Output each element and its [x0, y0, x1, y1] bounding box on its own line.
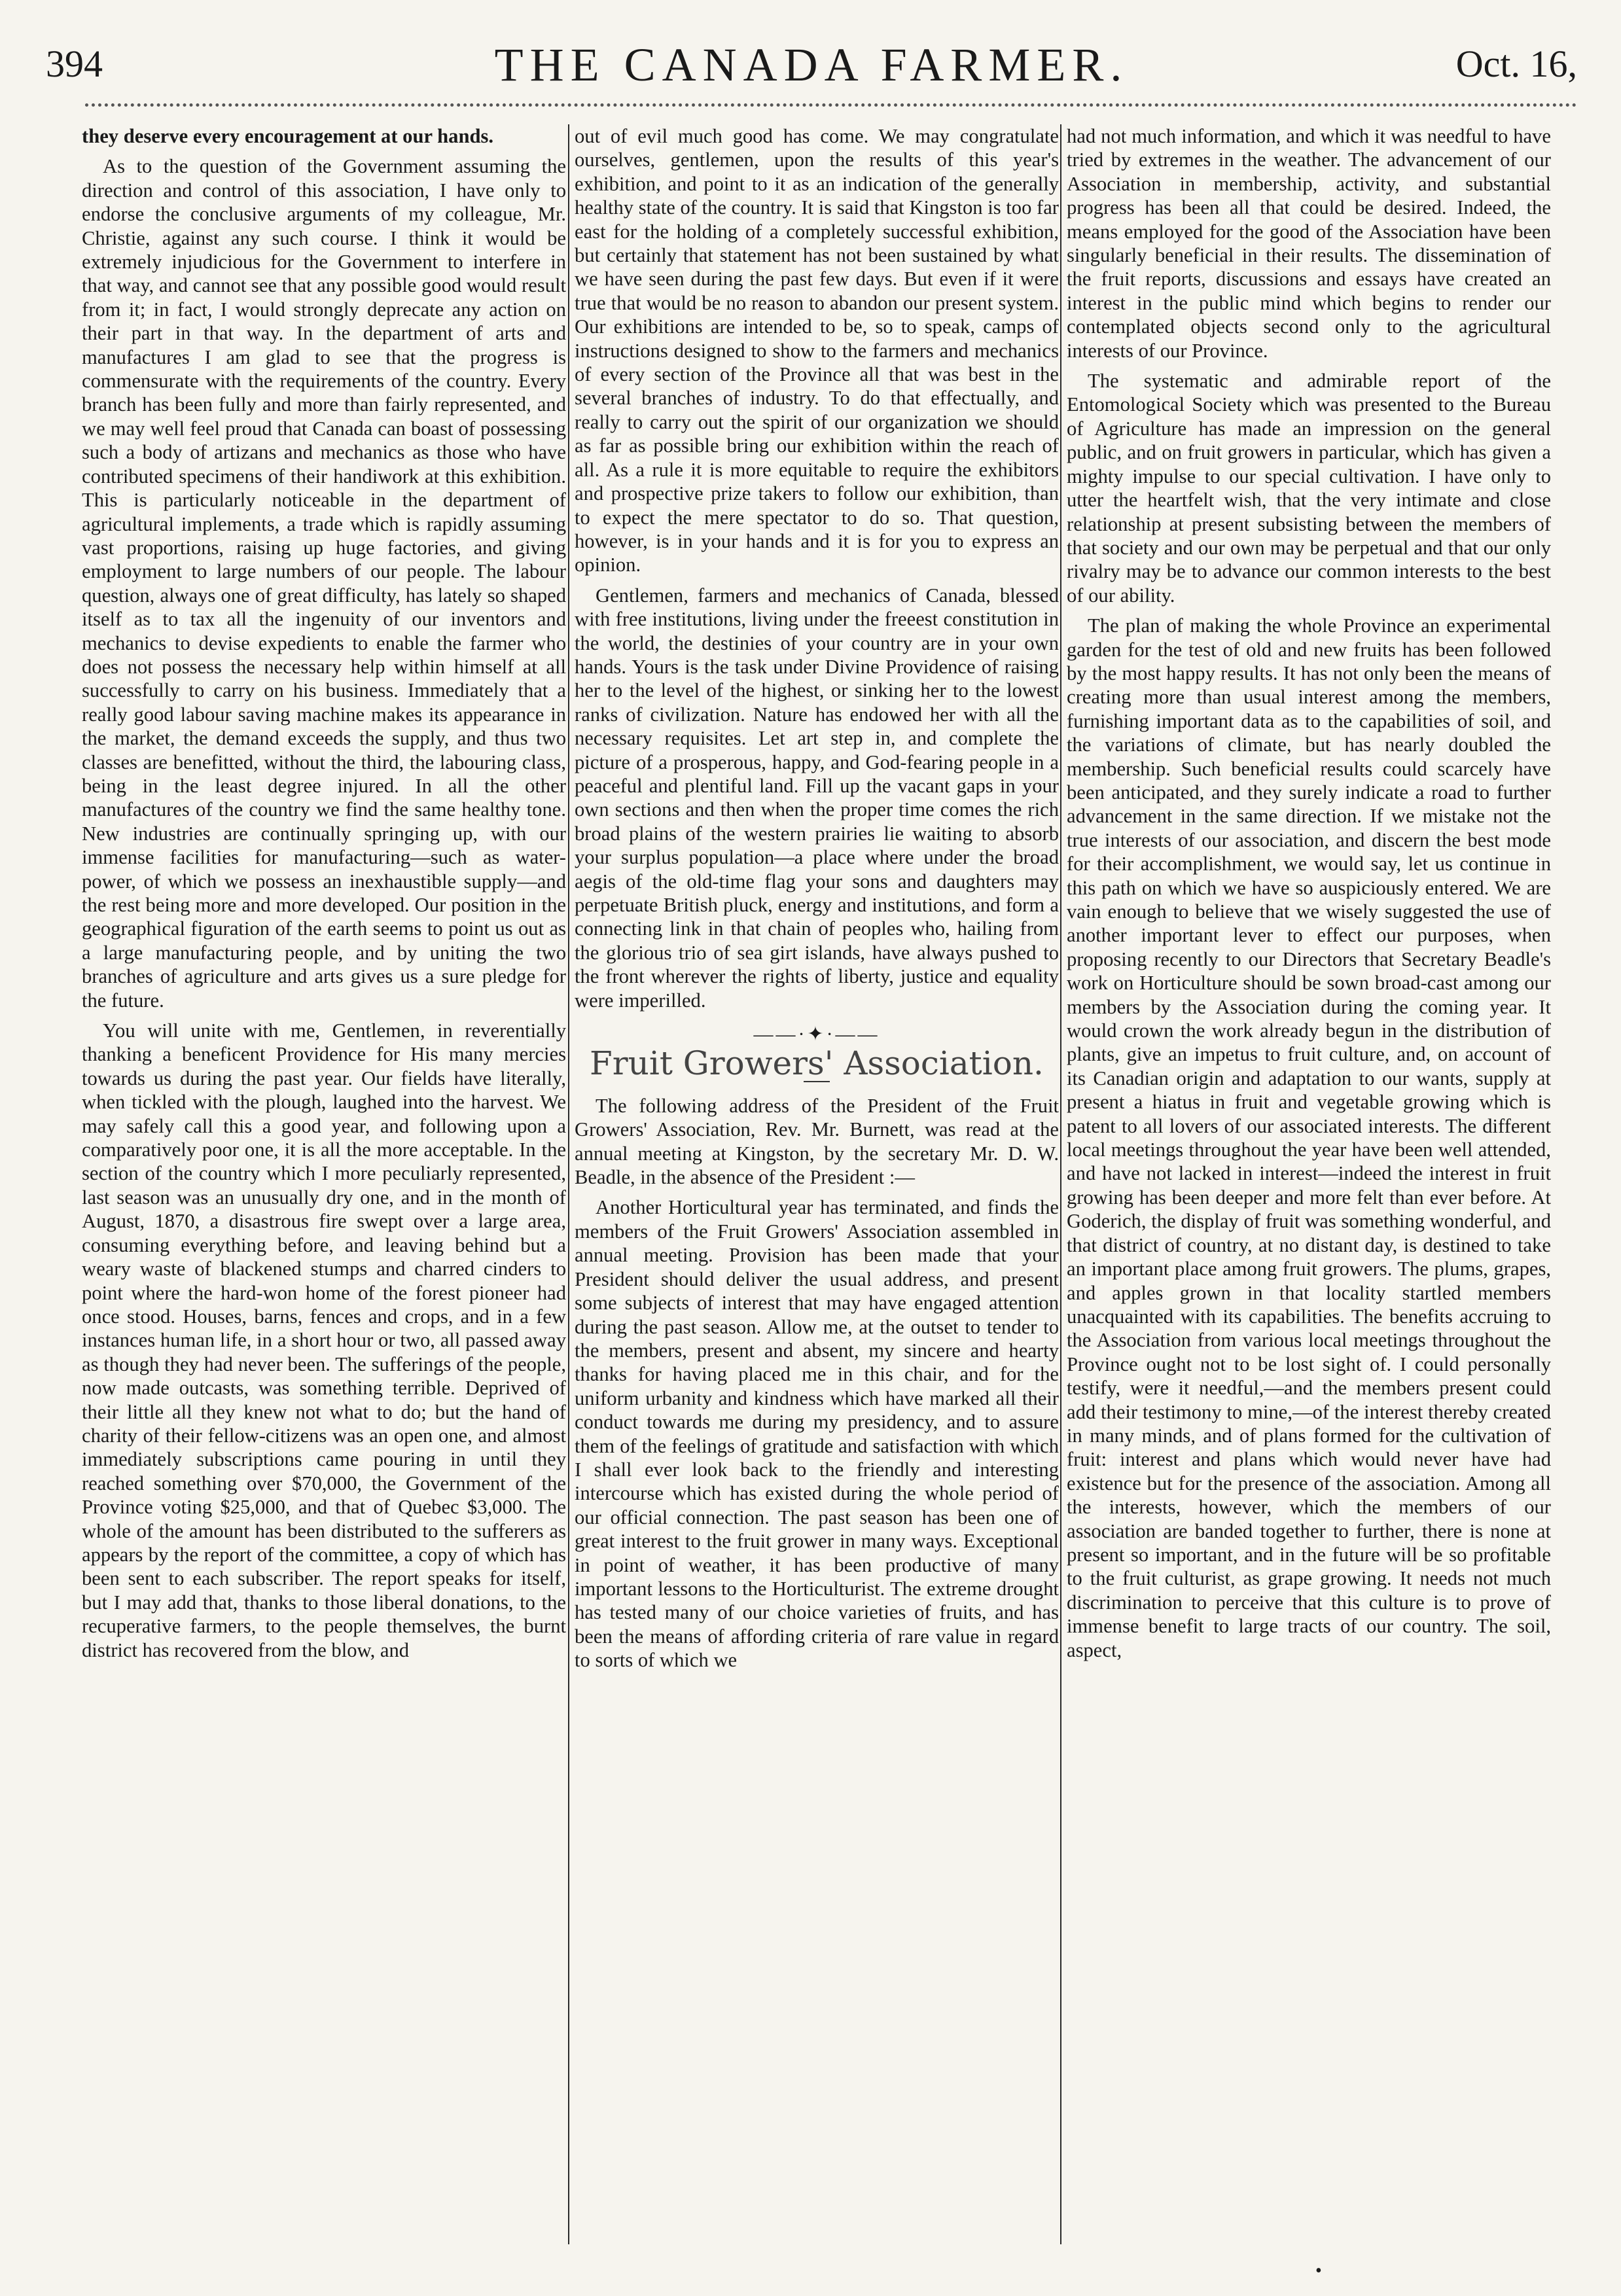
footer-mark: • — [1315, 2261, 1322, 2281]
paragraph: You will unite with me, Gentlemen, in reverentially thanking a beneficent Providence for His many mercies towards us during the past year. Our fields have literally, when tickled with the plough, laughed into the harvest. We may safely call this a good year, and following upon a comparatively poor one, it is all the more acceptable. In the section of the country which I more peculiarly represented, last season was an unusually dry one, and in the month of August, 1870, a disastrous fire swept over a large area, consuming everything before, and leaving behind but a weary waste of blackened stumps and charred cinders to point where the hard-won home of the forest pioneer had once stood. Houses, barns, fences and crops, and in a few instances human life, in a short hour or two, all passed away as though they had never been. The sufferings of the people, now made outcasts, was something terrible. Deprived of their little all they knew not what to do; but the hand of charity of their fellow-citizens was an open one, and almost immediately subscriptions came pouring in until they reached something over $70,000, the Government of the Province voting $25,000, and that of Quebec $3,000. The whole of the amount has been distributed to the sufferers as appears by the report of the committee, a copy of which has been sent to each subscriber. The report speaks for itself, but I may add that, thanks to those liberal donations, to the recuperative farmers, to the people themselves, the burnt district has recovered from the blow, and — [82, 1019, 566, 1661]
page-header — [46, 38, 1577, 97]
header-rule — [85, 103, 1577, 107]
paragraph: The systematic and admirable report of the Entomological Society which was presented to the Bureau of Agriculture has made an impression on the general public, and on fruit growers in particular, which has given a mighty impulse to our special cultivation. I have only to utter the heartfelt wish, that the very intimate and close relationship at present subsisting between the members of that society and our own may be perpetual and that our only rivalry may be to advance our common interests to the best of our ability. — [1067, 370, 1551, 607]
paragraph: The following address of the President of the Fruit Growers' Association, Rev. Mr. Burnett, was read at the annual meeting at Kingston, by the secretary Mr. D. W. Beadle, in the absence of the President :— — [575, 1094, 1059, 1189]
paragraph: The plan of making the whole Province an experimental garden for the test of old and new fruits has been followed by the most happy results. It has not only been the means of creating more than usual interest among the members, furnishing important data as to the capabilities of soil, and the variations of climate, but has nearly doubled the membership. Such beneficial results could scarcely have been anticipated, and they surely indicate a road to further advancement in the same direction. If we mistake not the true interests of our association, and discern the best mode for their accomplishment, we would say, let us continue in this path on which we have so auspiciously entered. We are vain enough to believe that we wisely suggested the use of another important lever to effect our purposes, when proposing recently to our Directors that Secretary Beadle's work on Horticulture should be sown broad-cast among our members by the Association during the coming year. It would crown the work already begun in the distribution of plants, give an impetus to fruit culture, and, on account of its Canadian origin and adaptation to our wants, supply at present a hiatus in fruit and vegetable growing which is patent to all lovers of our associated interests. The different local meetings throughout the year have been well attended, and have not lacked in interest—indeed the interest in fruit growing has been deeper and more felt than ever before. At Goderich, the display of fruit was something wonderful, and that district of country, at no distant day, is destined to take an important place among fruit growers. The plums, grapes, and apples grown in that locality startled members unacquainted with its capabilities. The benefits accruing to the Association from various local meetings throughout the Province ought not to be lost sight of. I could personally testify, were it needful,—and the members present could add their testimony to mine,—of the interest thereby created in many minds, and of plans formed for the cultivation of fruit: interest and plans which would never have had existence but for the presence of the association. Among all the interests, however, which the members of our association are banded together to further, there is none at present so important, and in the future will be so profitable to the fruit culturist, as grape growing. It needs not much discrimination to perceive that this culture is to prove of immense benefit to large tracts of our country. The soil, aspect, — [1067, 614, 1551, 1661]
masthead-title: THE CANADA FARMER. — [494, 39, 1129, 91]
paragraph: Gentlemen, farmers and mechanics of Canada, blessed with free institutions, living under the freeest constitution in the world, the destinies of your country are in your own hands. Yours is the task under Divine Providence of raising her to the level of the highest, or sinking her to the lowest ranks of civilization. Nature has endowed her with all the necessary requisites. Let art step in, and complete the picture of a prosperous, happy, and God-fearing people in a peaceful and plentiful land. Fill up the vacant gaps in your own sections and then when the proper time comes the rich broad plains of the western prairies lie waiting to absorb your surplus population—a place where under the broad aegis of the old-time flag your sons and daughters may perpetuate British pluck, energy and institutions, and form a connecting link in that chain of peoples who, hailing from the glorious trio of sea girt islands, have always pushed to the front wherever the rights of liberty, justice and equality were imperilled. — [575, 584, 1059, 1012]
column-1 — [82, 124, 566, 2244]
paragraph: they deserve every encouragement at our hands. — [82, 125, 494, 147]
page-number: 394 — [46, 43, 103, 85]
column-divider — [568, 124, 569, 2244]
section-heading: Fruit Growers' Association. — [590, 1044, 1044, 1083]
column-2 — [575, 124, 1059, 2244]
paragraph: out of evil much good has come. We may congratulate ourselves, gentlemen, upon the results of this year's exhibition, and point to it as an indication of the generally healthy state of the country. It is said that Kingston is too far east for the holding of a completely successful exhibition, but certainly that statement has not been sustained by what we have seen during the past few days. But even if it were true that would be no reason to abandon our present system. Our exhibitions are intended to be, so to speak, camps of instructions designed to show to the farmers and mechanics of every section of the Province all that was best in the several branches of industry. To do that effectually, and really to carry out the spirit of our organization we should as far as possible bring our exhibition within the reach of all. As a rule it is more equitable to require the exhibitors and prospective prize takers to follow our exhibition, than to expect the mere spectator to do so. That question, however, is in your hands and it is for you to express an opinion. — [575, 125, 1059, 576]
paragraph: As to the question of the Government assuming the direction and control of this association, I have only to endorse the conclusive arguments of my colleague, Mr. Christie, against any such course. I think it would be extremely injudicious for the Government to interfere in that way, and cannot see that any possible good would result from it; in fact, I would strongly deprecate any action on their part in that way. In the department of arts and manufactures I am glad to see that the progress is commensurate with the requirements of the country. Every branch has been fully and more than fairly represented, and we may well feel proud that Canada can boast of possessing such a body of artizans and mechanics as those who have contributed specimens of their handiwork at this exhibition. This is particularly noticeable in the department of agricultural implements, a trade which is rapidly assuming vast proportions, raising up huge factories, and giving employment to large numbers of our people. The labour question, always one of great difficulty, has lately so shaped itself as to tax all the ingenuity of our inventors and mechanics to devise expedients to enable the farmer who does not possess the necessary help within himself at all successfully to carry on his business. Immediately that a really good labour saving machine makes its appearance in the market, the demand exceeds the supply, and thus two classes are benefitted, without the third, the labouring class, being in the least degree injured. In all the other manufactures of the country we find the same healthy tone. New industries are continually springing up, with our immense facilities for manufacturing—such as water-power, of which we possess an inexhaustible supply—and the rest being more and more developed. Our position in the geographical figuration of the earth seems to point us out as a large manufacturing people, and by uniting the two branches of agriculture and arts gives us a sure pledge for the future. — [82, 155, 566, 1012]
paragraph: had not much information, and which it was needful to have tried by extremes in the weather. The advancement of our Association in membership, activity, and substantial progress has been all that could be desired. Indeed, the means employed for the good of the Association have been singularly beneficial in their results. The dissemination of the fruit reports, discussions and essays have created an interest in the public mind which begins to render our contemplated objects second only to the agricultural interests of our Province. — [1067, 125, 1551, 362]
section-ornament: ——·✦·—— — [753, 1023, 880, 1046]
paragraph: Another Horticultural year has terminated, and finds the members of the Fruit Growers' Association assembled in annual meeting. Provision has been made that your President should deliver the usual address, and present some subjects of interest that may have engaged attention during the past season. Allow me, at the outset to tender to the members, present and absent, my sincere and hearty thanks for having placed me in this chair, and for the uniform urbanity and kindness which have marked all their conduct towards me during my presidency, and to assure them of the feelings of gratitude and satisfaction with which I shall ever look back to the friendly and interesting intercourse which has existed during the whole period of our official connection. The past season has been one of great interest to the fruit grower in many ways. Exceptional in point of weather, it has been productive of many important lessons to the Horticulturist. The extreme drought has tested many of our choice varieties of fruits, and has been the means of affording criteria of rare value in regard to sorts of which we — [575, 1196, 1059, 1672]
column-divider — [1060, 124, 1061, 2244]
issue-date: Oct. 16, — [1455, 43, 1577, 85]
column-3 — [1067, 124, 1551, 2244]
